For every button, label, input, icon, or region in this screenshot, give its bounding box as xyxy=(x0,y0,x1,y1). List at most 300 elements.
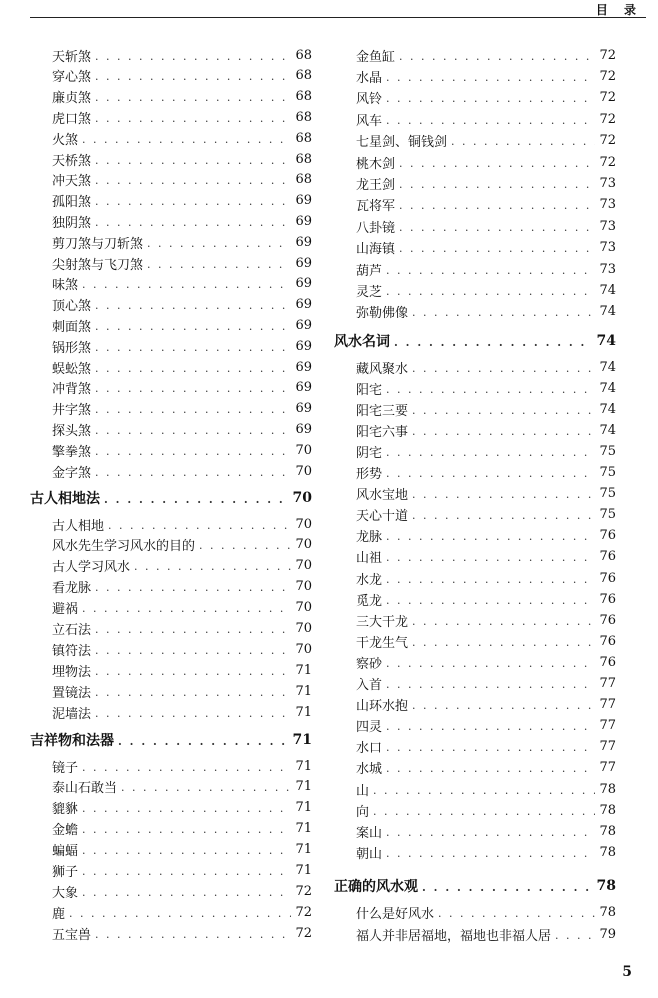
toc-entry[interactable] xyxy=(334,526,616,546)
toc-entry-page: 69 xyxy=(295,255,312,271)
toc-dot-leader xyxy=(399,221,595,234)
toc-entry-page: 70 xyxy=(295,516,312,532)
toc-entry[interactable] xyxy=(334,547,616,567)
toc-entry-page: 69 xyxy=(295,297,312,313)
toc-entry-page: 70 xyxy=(295,641,312,657)
toc-dot-leader xyxy=(108,519,291,532)
toc-dot-leader xyxy=(412,306,595,319)
toc-dot-leader xyxy=(555,929,595,942)
toc-entry-title: 龙王剑 xyxy=(356,177,396,193)
toc-entry[interactable] xyxy=(30,191,312,211)
toc-entry-title: 天桥煞 xyxy=(52,153,92,169)
toc-entry[interactable] xyxy=(30,756,312,776)
toc-entry-title: 独阴煞 xyxy=(52,215,92,231)
toc-entry[interactable] xyxy=(334,45,616,65)
toc-entry-page: 71 xyxy=(295,758,312,774)
toc-entry[interactable] xyxy=(334,399,616,419)
toc-entry-title: 藏风聚水 xyxy=(356,361,409,377)
toc-entry-title: 穿心煞 xyxy=(52,70,92,86)
toc-dot-leader xyxy=(82,602,291,615)
toc-dot-leader xyxy=(399,242,595,255)
toc-dot-leader xyxy=(386,720,595,733)
toc-dot-leader xyxy=(82,865,291,878)
toc-dot-leader xyxy=(95,174,291,187)
toc-dot-leader xyxy=(147,237,291,250)
toc-entry-title: 古人学习风水 xyxy=(52,560,131,576)
toc-entry-page: 78 xyxy=(599,904,616,920)
toc-entry-page: 69 xyxy=(295,359,312,375)
toc-entry[interactable] xyxy=(30,399,312,419)
toc-entry-page: 78 xyxy=(599,781,616,797)
toc-entry-page: 69 xyxy=(295,234,312,250)
toc-entry-page: 77 xyxy=(599,739,616,755)
toc-entry[interactable] xyxy=(30,556,312,576)
toc-entry[interactable] xyxy=(30,514,312,534)
toc-entry-title: 吉祥物和法器 xyxy=(30,733,114,749)
header-rule xyxy=(30,17,646,18)
toc-dot-leader xyxy=(399,157,595,170)
toc-dot-leader xyxy=(82,823,291,836)
toc-entry-title: 古人相地 xyxy=(52,518,105,534)
toc-dot-leader xyxy=(95,623,291,636)
toc-entry[interactable] xyxy=(334,302,616,322)
toc-dot-leader xyxy=(412,615,595,628)
toc-section-heading[interactable] xyxy=(334,331,616,351)
toc-entry-title: 八卦镜 xyxy=(356,220,396,236)
toc-entry-title: 水龙 xyxy=(356,572,383,588)
toc-entry-title: 蝙蝠 xyxy=(52,844,79,860)
toc-dot-leader xyxy=(412,509,595,522)
toc-dot-leader xyxy=(399,178,595,191)
toc-entry-page: 74 xyxy=(599,380,616,396)
toc-entry-page: 70 xyxy=(295,463,312,479)
toc-entry[interactable] xyxy=(30,639,312,659)
toc-dot-leader xyxy=(82,844,291,857)
toc-entry-title: 擎拳煞 xyxy=(52,444,92,460)
toc-entry-page: 70 xyxy=(295,579,312,595)
toc-entry-title: 风铃 xyxy=(356,92,383,108)
toc-entry-page: 78 xyxy=(599,844,616,860)
toc-dot-leader xyxy=(412,488,595,501)
toc-dot-leader xyxy=(399,50,595,63)
toc-entry-title: 龙脉 xyxy=(356,530,383,546)
toc-entry-title: 泰山石敢当 xyxy=(52,781,118,797)
toc-entry-title: 刺面煞 xyxy=(52,319,92,335)
toc-dot-leader xyxy=(412,636,595,649)
toc-entry-title: 五宝兽 xyxy=(52,927,92,943)
toc-dot-leader xyxy=(95,424,291,437)
toc-entry-title: 味煞 xyxy=(52,278,79,294)
toc-dot-leader xyxy=(82,133,291,146)
toc-entry-page: 71 xyxy=(295,779,312,795)
toc-entry-page: 70 xyxy=(295,558,312,574)
toc-entry-page: 74 xyxy=(599,359,616,375)
toc-entry-title: 山环水抱 xyxy=(356,699,409,715)
toc-dot-leader xyxy=(95,154,291,167)
toc-entry-page: 68 xyxy=(295,172,312,188)
toc-entry-page: 78 xyxy=(599,823,616,839)
toc-dot-leader xyxy=(386,551,595,564)
toc-entry-title: 山海镇 xyxy=(356,242,396,258)
toc-entry-title: 正确的风水观 xyxy=(334,879,418,895)
toc-dot-leader xyxy=(95,91,291,104)
toc-dot-leader xyxy=(95,403,291,416)
toc-dot-leader xyxy=(95,341,291,354)
toc-entry-page: 72 xyxy=(599,68,616,84)
toc-dot-leader xyxy=(104,493,289,506)
toc-entry[interactable] xyxy=(30,777,312,797)
toc-entry-title: 狮子 xyxy=(52,865,79,880)
toc-entry[interactable] xyxy=(334,568,616,588)
toc-entry-page: 69 xyxy=(295,213,312,229)
toc-entry-title: 金鱼缸 xyxy=(356,49,396,65)
toc-entry[interactable] xyxy=(30,577,312,597)
toc-entry-page: 76 xyxy=(599,591,616,607)
toc-dot-leader xyxy=(386,530,595,543)
toc-entry-page: 68 xyxy=(295,151,312,167)
toc-dot-leader xyxy=(386,114,595,127)
toc-entry-page: 74 xyxy=(599,422,616,438)
toc-entry[interactable] xyxy=(30,798,312,818)
toc-entry[interactable] xyxy=(30,535,312,555)
toc-entry[interactable] xyxy=(334,800,616,820)
toc-entry[interactable] xyxy=(30,861,312,881)
toc-entry-page: 74 xyxy=(599,304,616,320)
toc-entry[interactable] xyxy=(30,619,312,639)
toc-dot-leader xyxy=(386,467,595,480)
toc-entry-page: 73 xyxy=(599,197,616,213)
toc-dot-leader xyxy=(438,907,595,920)
toc-entry-page: 69 xyxy=(295,421,312,437)
toc-entry-page: 69 xyxy=(295,276,312,292)
toc-entry-title: 山祖 xyxy=(356,551,383,567)
toc-entry-page: 68 xyxy=(295,47,312,63)
running-header-title: 目 录 xyxy=(595,3,642,17)
toc-section-heading[interactable] xyxy=(30,488,312,508)
toc-dot-leader xyxy=(95,362,291,375)
toc-entry[interactable] xyxy=(334,238,616,258)
toc-entry-page: 68 xyxy=(295,68,312,84)
toc-entry[interactable] xyxy=(30,170,312,190)
toc-entry[interactable] xyxy=(30,232,312,252)
toc-entry-page: 74 xyxy=(596,333,616,349)
toc-entry[interactable] xyxy=(334,737,616,757)
toc-entry[interactable] xyxy=(30,902,312,922)
toc-entry-title: 三大干龙 xyxy=(356,614,409,630)
toc-entry[interactable] xyxy=(334,66,616,86)
toc-entry[interactable] xyxy=(30,660,312,680)
toc-entry-title: 尖射煞与飞刀煞 xyxy=(52,257,144,273)
toc-entry-title: 阳宅六事 xyxy=(356,424,409,440)
toc-entry[interactable] xyxy=(30,149,312,169)
toc-entry[interactable] xyxy=(30,87,312,107)
toc-entry-title: 干龙生气 xyxy=(356,635,409,651)
toc-entry-page: 72 xyxy=(599,133,616,149)
toc-entry[interactable] xyxy=(30,461,312,481)
toc-entry[interactable] xyxy=(30,45,312,65)
toc-dot-leader xyxy=(422,881,593,894)
toc-entry[interactable] xyxy=(334,902,616,922)
toc-entry[interactable] xyxy=(334,259,616,279)
toc-dot-leader xyxy=(412,404,595,417)
toc-dot-leader xyxy=(373,784,595,797)
toc-entry-title: 埋物法 xyxy=(52,664,92,680)
toc-entry-page: 68 xyxy=(295,109,312,125)
toc-entry-title: 大象 xyxy=(52,885,79,901)
toc-entry-title: 入首 xyxy=(356,678,383,693)
toc-dot-leader xyxy=(82,886,291,899)
toc-entry-title: 泥墙法 xyxy=(52,706,92,722)
toc-entry-title: 天心十道 xyxy=(356,509,409,525)
toc-entry[interactable] xyxy=(30,315,312,335)
toc-entry[interactable] xyxy=(334,109,616,129)
toc-entry-page: 71 xyxy=(295,683,312,699)
toc-entry[interactable] xyxy=(334,924,616,944)
toc-entry-page: 72 xyxy=(599,111,616,127)
toc-entry-page: 72 xyxy=(599,47,616,63)
toc-dot-leader xyxy=(95,581,291,594)
toc-entry[interactable] xyxy=(334,378,616,398)
toc-entry[interactable] xyxy=(30,357,312,377)
toc-entry-title: 案山 xyxy=(356,825,383,841)
toc-entry-title: 鹿 xyxy=(52,906,66,922)
toc-entry[interactable] xyxy=(30,295,312,315)
toc-entry-page: 75 xyxy=(599,507,616,523)
toc-entry-title: 虎口煞 xyxy=(52,111,92,127)
toc-entry[interactable] xyxy=(334,631,616,651)
toc-entry[interactable] xyxy=(334,674,616,694)
toc-dot-leader xyxy=(95,644,291,657)
toc-entry-title: 探头煞 xyxy=(52,423,92,439)
toc-dot-leader xyxy=(386,92,595,105)
toc-entry-title: 察砂 xyxy=(356,656,383,672)
toc-entry-page: 73 xyxy=(599,175,616,191)
toc-entry-page: 75 xyxy=(599,486,616,502)
toc-entry-title: 水口 xyxy=(356,741,383,757)
toc-entry-page: 69 xyxy=(295,193,312,209)
toc-entry[interactable] xyxy=(334,652,616,672)
toc-entry[interactable] xyxy=(334,463,616,483)
toc-entry-page: 73 xyxy=(599,218,616,234)
toc-entry-page: 70 xyxy=(295,621,312,636)
toc-entry[interactable] xyxy=(334,589,616,609)
toc-entry-page: 70 xyxy=(295,600,312,616)
toc-entry-page: 77 xyxy=(599,676,616,691)
toc-entry-page: 76 xyxy=(599,612,616,628)
toc-entry[interactable] xyxy=(334,505,616,525)
toc-entry[interactable] xyxy=(30,66,312,86)
toc-entry[interactable] xyxy=(30,419,312,439)
toc-entry-page: 71 xyxy=(295,821,312,837)
toc-entry-page: 68 xyxy=(295,130,312,146)
toc-dot-leader xyxy=(95,70,291,83)
toc-entry-title: 置镜法 xyxy=(52,685,92,701)
toc-dot-leader xyxy=(386,826,595,839)
toc-dot-leader xyxy=(399,199,595,212)
toc-dot-leader xyxy=(95,445,291,458)
toc-section-heading[interactable] xyxy=(30,730,312,750)
toc-dot-leader xyxy=(95,320,291,333)
toc-entry-page: 72 xyxy=(599,154,616,170)
toc-dot-leader xyxy=(147,258,291,271)
toc-entry-page: 75 xyxy=(599,443,616,459)
toc-entry[interactable] xyxy=(30,598,312,618)
toc-entry-title: 向 xyxy=(356,804,370,820)
toc-entry[interactable] xyxy=(334,216,616,236)
toc-entry-title: 顶心煞 xyxy=(52,299,92,315)
toc-entry[interactable] xyxy=(30,923,312,943)
toc-entry-page: 76 xyxy=(599,528,616,544)
toc-entry-page: 74 xyxy=(599,401,616,417)
toc-entry[interactable] xyxy=(30,274,312,294)
toc-dot-leader xyxy=(118,735,289,748)
toc-entry-title: 古人相地法 xyxy=(30,491,100,507)
toc-entry-title: 金字煞 xyxy=(52,465,92,481)
toc-entry[interactable] xyxy=(334,420,616,440)
toc-entry[interactable] xyxy=(30,702,312,722)
toc-entry-page: 76 xyxy=(599,654,616,670)
toc-entry-page: 69 xyxy=(295,317,312,333)
toc-entry-title: 阳宅三要 xyxy=(356,403,409,419)
toc-entry-page: 72 xyxy=(295,904,312,920)
toc-entry-page: 72 xyxy=(599,90,616,106)
toc-entry-page: 70 xyxy=(295,442,312,458)
toc-dot-leader xyxy=(386,847,595,860)
toc-dot-leader xyxy=(82,802,291,815)
toc-entry-page: 77 xyxy=(599,760,616,776)
toc-entry-page: 79 xyxy=(599,926,616,942)
toc-entry[interactable] xyxy=(334,821,616,841)
toc-entry[interactable] xyxy=(30,819,312,839)
toc-entry-title: 形势 xyxy=(356,467,383,482)
toc-entry-page: 74 xyxy=(599,282,616,298)
toc-entry-page: 77 xyxy=(599,718,616,734)
toc-entry[interactable] xyxy=(30,378,312,398)
toc-entry[interactable] xyxy=(334,131,616,151)
toc-entry-title: 蜈蚣煞 xyxy=(52,361,92,377)
toc-entry-page: 76 xyxy=(599,570,616,586)
toc-entry-title: 锅形煞 xyxy=(52,340,92,356)
toc-entry[interactable] xyxy=(334,195,616,215)
toc-entry-title: 天斩煞 xyxy=(52,49,92,65)
toc-entry-title: 看龙脉 xyxy=(52,581,92,597)
toc-entry[interactable] xyxy=(334,758,616,778)
toc-entry-title: 立石法 xyxy=(52,623,92,638)
toc-entry-page: 69 xyxy=(295,338,312,354)
toc-entry-page: 72 xyxy=(295,883,312,899)
toc-dot-leader xyxy=(95,195,291,208)
toc-entry[interactable] xyxy=(334,357,616,377)
toc-entry[interactable] xyxy=(334,173,616,193)
toc-entry-page: 78 xyxy=(596,878,616,894)
toc-entry[interactable] xyxy=(334,280,616,300)
toc-entry[interactable] xyxy=(334,610,616,630)
toc-dot-leader xyxy=(386,573,595,586)
toc-entry-page: 71 xyxy=(295,704,312,720)
toc-entry-title: 避祸 xyxy=(52,602,79,618)
toc-entry-page: 76 xyxy=(599,633,616,649)
toc-entry-title: 葫芦 xyxy=(356,263,383,279)
toc-dot-leader xyxy=(386,678,595,691)
toc-entry[interactable] xyxy=(334,484,616,504)
toc-dot-leader xyxy=(386,285,595,298)
toc-entry-page: 73 xyxy=(599,240,616,256)
page-number: 5 xyxy=(622,964,632,980)
toc-entry-title: 孤阳煞 xyxy=(52,195,92,211)
toc-entry-title: 镜子 xyxy=(52,760,79,776)
toc-entry-page: 71 xyxy=(295,863,312,878)
toc-entry[interactable] xyxy=(30,211,312,231)
toc-entry-title: 灵芝 xyxy=(356,284,383,300)
toc-entry[interactable] xyxy=(334,88,616,108)
toc-dot-leader xyxy=(394,336,593,349)
toc-dot-leader xyxy=(386,594,595,607)
toc-entry-page: 70 xyxy=(292,490,312,506)
toc-entry-title: 风车 xyxy=(356,113,383,129)
toc-entry-title: 火煞 xyxy=(52,132,79,148)
toc-entry[interactable] xyxy=(30,107,312,127)
toc-entry-title: 风水名词 xyxy=(334,334,390,350)
toc-dot-leader xyxy=(386,383,595,396)
toc-entry[interactable] xyxy=(334,716,616,736)
toc-dot-leader xyxy=(386,71,595,84)
toc-entry-title: 金蟾 xyxy=(52,823,79,839)
toc-dot-leader xyxy=(121,781,291,794)
toc-entry-page: 69 xyxy=(295,380,312,396)
toc-entry[interactable] xyxy=(334,441,616,461)
toc-entry-page: 72 xyxy=(295,925,312,941)
toc-entry-page: 68 xyxy=(295,89,312,105)
toc-entry-page: 70 xyxy=(295,537,312,553)
toc-entry-title: 水城 xyxy=(356,762,383,778)
toc-entry[interactable] xyxy=(30,440,312,460)
toc-entry[interactable] xyxy=(334,695,616,715)
toc-entry-page: 71 xyxy=(295,842,312,858)
toc-dot-leader xyxy=(412,699,595,712)
toc-dot-leader xyxy=(69,907,291,920)
toc-dot-leader xyxy=(386,264,595,277)
toc-entry-page: 73 xyxy=(599,261,616,277)
toc-entry[interactable] xyxy=(30,840,312,860)
toc-dot-leader xyxy=(134,560,291,573)
toc-entry[interactable] xyxy=(334,842,616,862)
toc-entry-title: 廉贞煞 xyxy=(52,91,92,107)
toc-section-heading[interactable] xyxy=(334,876,616,896)
toc-dot-leader xyxy=(451,135,595,148)
toc-entry[interactable] xyxy=(30,336,312,356)
toc-entry-page: 71 xyxy=(295,662,312,678)
toc-dot-leader xyxy=(199,539,291,552)
toc-entry[interactable] xyxy=(30,128,312,148)
toc-entry-title: 冲天煞 xyxy=(52,174,92,190)
toc-dot-leader xyxy=(95,707,291,720)
toc-entry[interactable] xyxy=(30,253,312,273)
toc-entry[interactable] xyxy=(334,779,616,799)
toc-dot-leader xyxy=(95,928,291,941)
toc-dot-leader xyxy=(95,299,291,312)
toc-entry-title: 福人并非居福地，福地也非福人居 xyxy=(356,928,552,944)
toc-entry-page: 76 xyxy=(599,549,616,565)
toc-dot-leader xyxy=(95,112,291,125)
toc-entry-title: 阳宅 xyxy=(356,382,383,398)
toc-entry-title: 风水宝地 xyxy=(356,488,409,504)
toc-entry[interactable] xyxy=(334,152,616,172)
toc-entry-title: 镇符法 xyxy=(52,643,92,659)
toc-entry[interactable] xyxy=(30,681,312,701)
toc-entry-title: 瓦将军 xyxy=(356,199,396,215)
toc-dot-leader xyxy=(412,425,595,438)
toc-entry[interactable] xyxy=(30,881,312,901)
